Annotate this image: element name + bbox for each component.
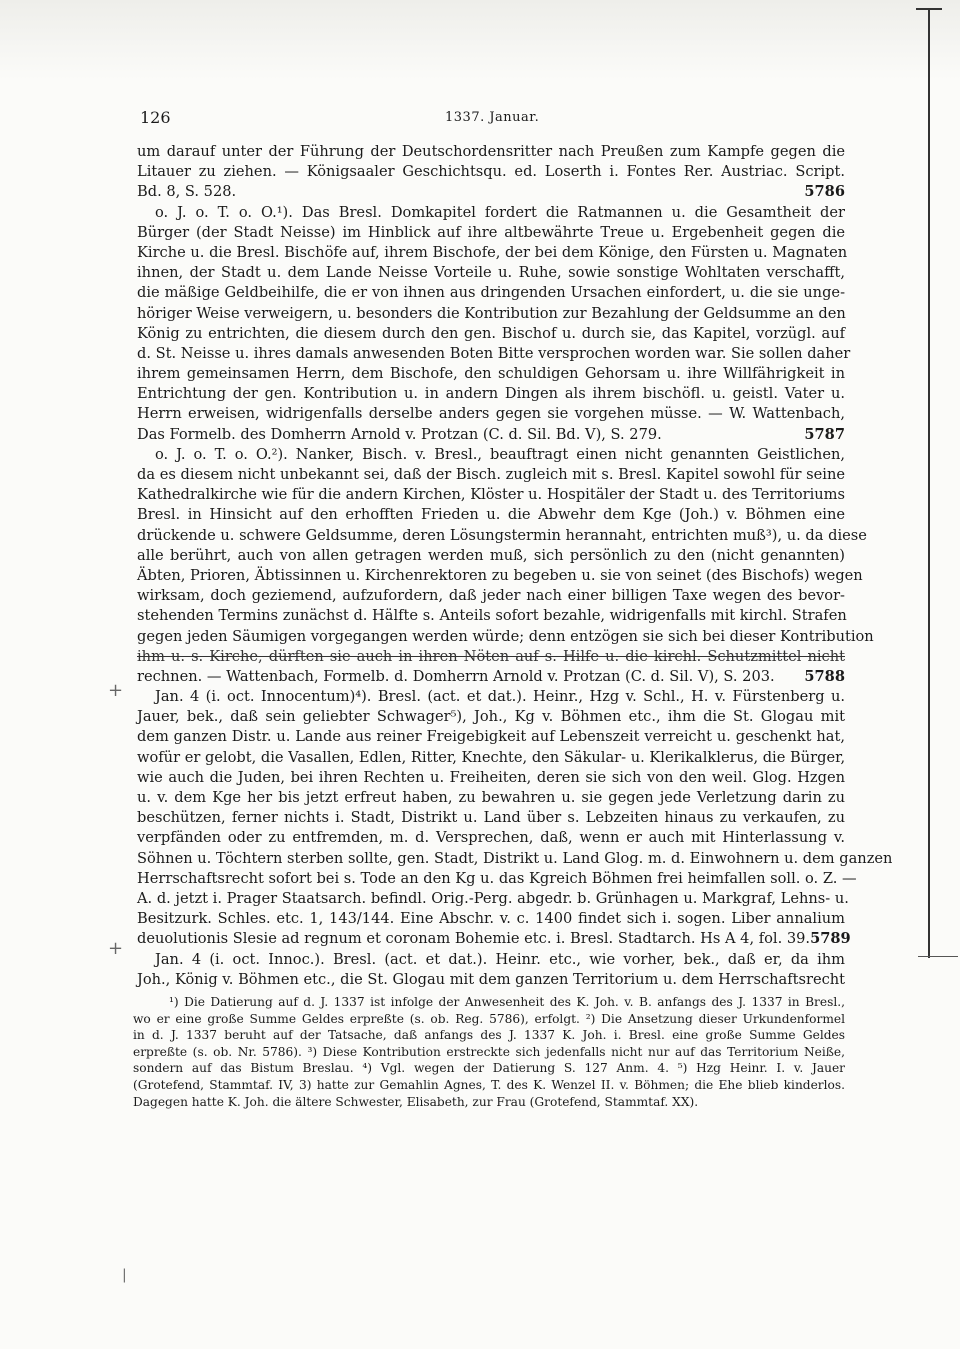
text-line: Entrichtung der gen. Kontribution u. in andern Dingen als ihrem bischöfl. u. geistl. Vater u. (137, 385, 845, 403)
text-line: Kathedralkirche wie für die andern Kirchen, Klöster u. Hospitäler der Stadt u. des Territoriums (137, 486, 845, 504)
text-line: Söhnen u. Töchtern sterben sollte, gen. Stadt, Distrikt u. Land Glog. m. d. Einwohnern u. dem ganzen (137, 849, 893, 867)
text-line: gegen jeden Säumigen vorgegangen werden würde; denn entzögen sie sich bei dieser Kontribution (137, 627, 874, 645)
text-line: Äbten, Prioren, Äbtissinnen u. Kirchenrektoren zu begeben u. sie von seinet (des Bischofs) wegen (137, 566, 863, 584)
register-number: 5788 (804, 667, 845, 685)
text-line: um darauf unter der Führung der Deutschordensritter nach Preußen zum Kampfe gegen die (137, 143, 845, 160)
margin-pencil-mark: + (108, 938, 124, 959)
text-line: wofür er gelobt, die Vasallen, Edlen, Ritter, Knechte, den Säkular- u. Klerikalklerus, die Bürger, (137, 748, 846, 766)
text-line: Bürger (der Stadt Neisse) im Hinblick auf ihre altbewährte Treue u. Ergebenheit gegen die (137, 223, 845, 241)
struck-text-line: ihm u. s. Kirche, dürften sie auch in ihren Nöten auf s. Hilfe u. die kirchl. Schutzmittel nicht (137, 647, 845, 665)
text-line: die mäßige Geldbeihilfe, die er von ihnen aus dringenden Ursachen einfordert, u. die sie unge- (137, 284, 845, 302)
text-line: höriger Weise verweigern, u. besonders die Kontribution zur Bezahlung der Geldsumme an den (137, 304, 846, 322)
text-line: Besitzurk. Schles. etc. 1, 143/144. Eine Abschr. v. c. 1400 findet sich i. sogen. Liber annalium (137, 910, 845, 928)
page-number: 126 (140, 108, 171, 127)
text-line: Jauer, bek., daß sein geliebter Schwager⁵), Joh., Kg v. Böhmen etc., ihm die St. Glogau mit (137, 708, 845, 726)
footnote-line: wo er eine große Summe Geldes erpreßte (s. ob. Reg. 5786), erfolgt. ²) Die Ansetzung dieser Urkundenformel (133, 1011, 845, 1026)
text-line: Herrn erweisen, widrigenfalls derselbe anders gegen sie vorgehen müsse. — W. Wattenbach, (137, 405, 845, 423)
margin-pencil-mark: | (122, 1267, 127, 1283)
text-line: verpfänden oder zu entfremden, m. d. Versprechen, daß, wenn er auch mit Hinterlassung v. (137, 829, 845, 847)
text-line: o. J. o. T. o. O.²). Nanker, Bisch. v. Bresl., beauftragt einen nicht genannten Geistlichen, (155, 445, 845, 463)
text-line-content: Bd. 8, S. 528. (137, 183, 237, 201)
text-line: ihnen, der Stadt u. dem Lande Neisse Vorteile u. Ruhe, sowie sonstige Wohltaten verschafft, (137, 264, 845, 282)
text-line: o. J. o. T. o. O.¹). Das Bresl. Domkapitel fordert die Ratmannen u. die Gesamtheit der (155, 203, 845, 221)
footnote-line: Dagegen hatte K. Joh. die ältere Schwester, Elisabeth, zur Frau (Grotefend, Stammtaf. XX). (133, 1094, 699, 1109)
text-line: dem ganzen Distr. u. Lande aus reiner Freigebigkeit auf Lebenszeit verreicht u. geschenkt hat, (137, 728, 845, 746)
text-line: da es diesem nicht unbekannt sei, daß der Bisch. zugleich mit s. Bresl. Kapitel sowohl für seine (137, 466, 845, 483)
page-header (140, 108, 840, 130)
margin-pencil-mark: + (108, 680, 124, 701)
scan-rule-vertical (928, 8, 930, 958)
text-line: d. St. Neisse u. ihres damals anwesenden Boten Bitte versprochen worden war. Sie sollen daher (137, 344, 851, 362)
register-number: 5786 (804, 183, 845, 201)
running-title: 1337. Januar. (445, 110, 540, 125)
scan-rule-bottom (918, 956, 958, 957)
text-line: Jan. 4 (i. oct. Innocentum)⁴). Bresl. (act. et dat.). Heinr., Hzg v. Schl., H. v. Fürstenberg u. (155, 688, 845, 706)
text-line: Jan. 4 (i. oct. Innoc.). Bresl. (act. et dat.). Heinr. etc., wie vorher, bek., daß er, da ihm (155, 950, 845, 968)
text-line: wie auch die Juden, bei ihren Rechten u. Freiheiten, deren sie sich von den weil. Glog. Hzgen (137, 768, 845, 786)
text-line: drückende u. schwere Geldsumme, deren Lösungstermin herannaht, entrichten muß³), u. da diese (137, 526, 867, 544)
register-number: 5787 (804, 425, 845, 443)
text-line: Kirche u. die Bresl. Bischöfe auf, ihrem Bischofe, der bei dem Könige, den Fürsten u. Magnaten (137, 243, 848, 261)
footnote-line: in d. J. 1337 beruht auf der Tatsache, daß anfangs des J. 1337 K. Joh. i. Bresl. eine große Summe Geldes (133, 1028, 845, 1043)
text-line (137, 425, 845, 445)
text-line: Joh., König v. Böhmen etc., die St. Glogau mit dem ganzen Territorium u. dem Herrschaftsrecht (137, 970, 846, 988)
footnote-line: sondern auf das Bistum Breslau. ⁴) Vgl. wegen der Datierung S. 127 Anm. 4. ⁵) Hzg Heinr. I. v. Jauer (133, 1061, 845, 1076)
text-line: u. v. dem Kge her bis jetzt erfreut haben, zu bewahren u. sie gegen jede Verletzung darin zu (137, 789, 845, 806)
text-line: König zu entrichten, die diesem durch den gen. Bischof u. durch sie, das Kapitel, vorzügl. auf (137, 324, 845, 342)
text-line: alle berührt, auch von allen getragen werden muß, sich persönlich zu den (nicht genannten) (137, 546, 845, 564)
text-line: wirksam, doch geziemend, aufzufordern, daß jeder nach einer billigen Taxe wegen des bevor- (137, 587, 845, 605)
text-line: A. d. jetzt i. Prager Staatsarch. befindl. Orig.-Perg. abgedr. b. Grünhagen u. Markgraf, Lehns- u. (137, 889, 849, 907)
text-line: Litauer zu ziehen. — Königsaaler Geschichtsqu. ed. Loserth i. Fontes Rer. Austriac. Script. (137, 163, 845, 181)
footnote-line: ¹) Die Datierung auf d. J. 1337 ist infolge der Anwesenheit des K. Joh. v. B. anfangs des J. 1337 in Bresl., (169, 995, 845, 1009)
text-line: Herrschaftsrecht sofort bei s. Tode an den Kg u. das Kgreich Böhmen frei heimfallen soll. o. Z. — (137, 869, 857, 887)
footnote-line: erpreßte (s. ob. Nr. 5786). ³) Diese Kontribution erstreckte sich jedenfalls nicht nur auf das Territorium Neiße, (133, 1044, 845, 1059)
text-line-content: Das Formelb. des Domherrn Arnold v. Protzan (C. d. Sil. Bd. V), S. 279. (137, 425, 662, 443)
scan-edge-shadow (0, 0, 960, 80)
text-line (137, 929, 851, 949)
text-line-content: deuolutionis Slesie ad regnum et coronam Bohemie etc. i. Bresl. Stadtarch. Hs A 4, fol. 39. (137, 930, 811, 948)
text-line (137, 667, 845, 687)
text-line (137, 182, 845, 202)
footnote-line: (Grotefend, Stammtaf. IV, 3) hatte zur Gemahlin Agnes, T. des K. Wenzel II. v. Böhmen; die Ehe blieb kinderlos. (133, 1077, 845, 1092)
text-line-content: rechnen. — Wattenbach, Formelb. d. Domherrn Arnold v. Protzan (C. d. Sil. V), S. 203. (137, 667, 775, 685)
footnotes (133, 994, 845, 1110)
main-text (137, 142, 893, 990)
text-line: Bresl. in Hinsicht auf den erhofften Frieden u. die Abwehr dem Kge (Joh.) v. Böhmen eine (137, 506, 845, 524)
text-line: stehenden Termins zunächst d. Hälfte s. Anteils sofort bezahle, widrigenfalls mit kirchl. Strafen (137, 607, 847, 625)
register-number: 5789 (810, 930, 851, 948)
text-line: ihrem gemeinsamen Herrn, dem Bischofe, den schuldigen Gehorsam u. ihre Willfährigkeit in (137, 365, 845, 383)
text-line: beschützen, ferner nichts i. Stadt, Distrikt u. Land über s. Lebzeiten hinaus zu verkaufen, zu (137, 809, 845, 827)
